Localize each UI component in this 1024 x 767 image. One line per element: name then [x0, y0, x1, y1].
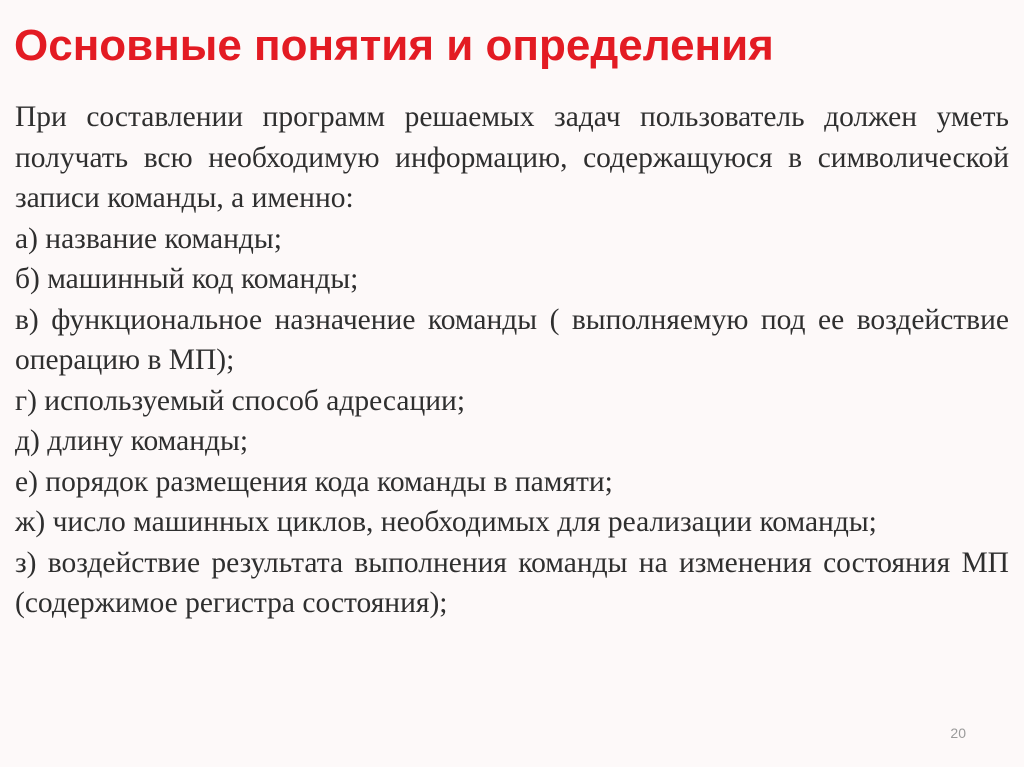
list-item: б) машинный код команды; [15, 263, 359, 295]
list-item: з) воздействие результата выполнения команды на изменения состояния МП (содержимое регистра состояния); [15, 546, 1009, 619]
list-item: е) порядок размещения кода команды в памяти; [15, 465, 613, 498]
list-item: а) название команды; [15, 222, 282, 255]
list-item: г) используемый способ адресации; [15, 384, 466, 417]
list-item: ж) число машинных циклов, необходимых для реализации команды; [15, 506, 877, 538]
slide-title: Основные понятия и определения [14, 21, 774, 70]
list-item: в) функциональное назначение команды ( выполняемую под ее воздействие операцию в МП); [15, 303, 1009, 376]
intro-paragraph: При составлении программ решаемых задач пользователь должен уметь получать всю необходимую информацию, содержащуюся в символической записи команды, а именно: [15, 101, 1009, 214]
page-number: 20 [950, 725, 966, 741]
list-item: д) длину команды; [15, 425, 249, 457]
slide-body [15, 97, 1009, 624]
